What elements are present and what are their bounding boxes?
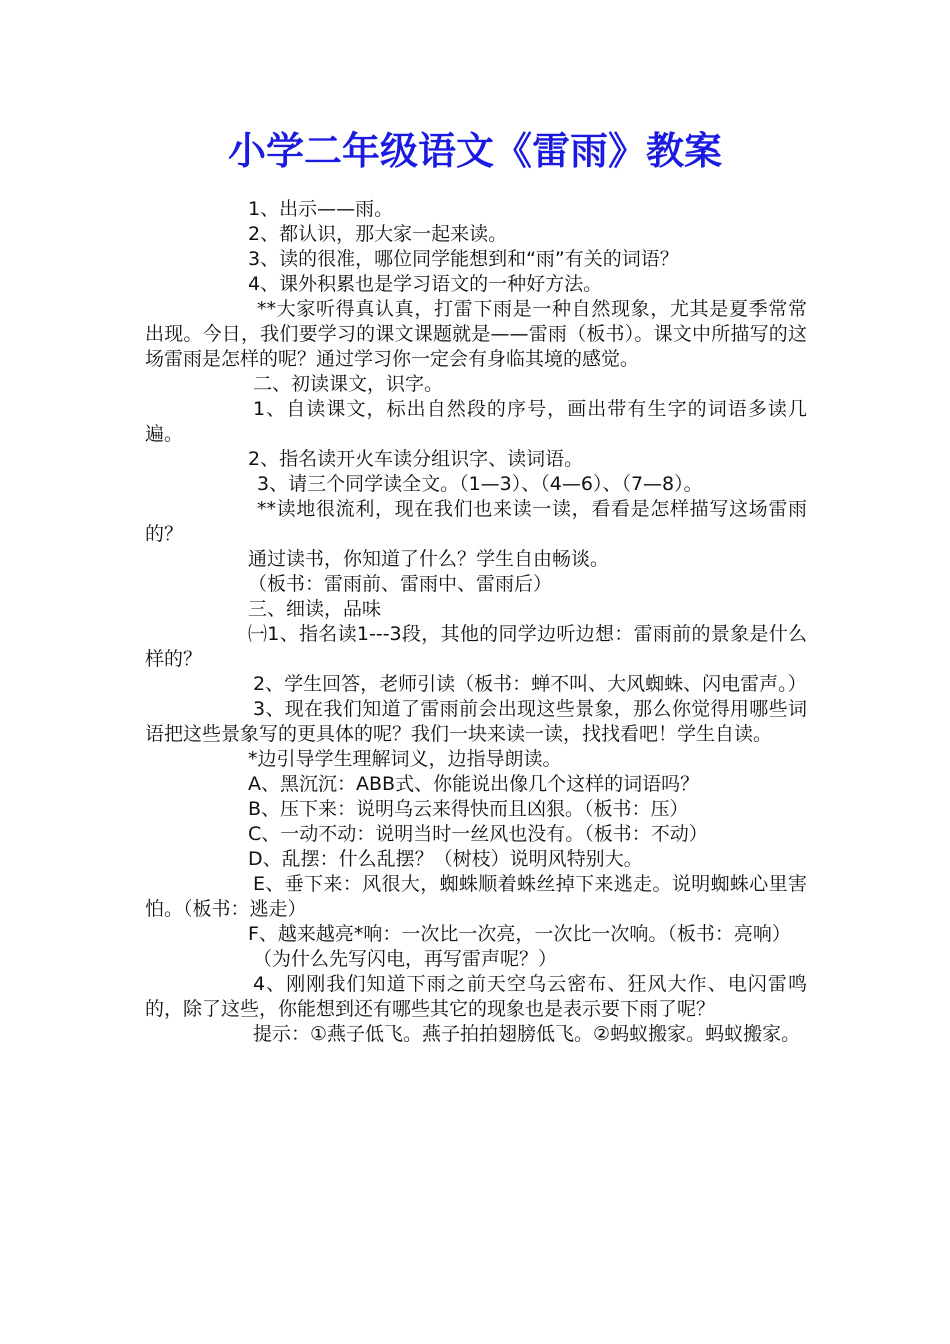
paragraph: 3、读的很准，哪位同学能想到和“雨”有关的词语？ [248, 248, 679, 270]
paragraph: 1、出示——雨。 [248, 198, 394, 220]
document-title: 小学二年级语文《雷雨》教案 [227, 128, 722, 173]
paragraph: **读地很流利，现在我们也来读一读，看看是怎样描写这场雷雨的？ [145, 498, 807, 545]
paragraph: 通过读书，你知道了什么？学生自由畅谈。 [248, 548, 610, 570]
list-item: F、越来越亮*响：一次比一次亮，一次比一次响。（板书：亮响） [248, 923, 791, 945]
section-heading: 三、细读，品味 [248, 598, 382, 620]
list-item: A、黑沉沉：ABB式、你能说出像几个这样的词语吗？ [248, 773, 700, 795]
paragraph: ㈠1、指名读1---3段，其他的同学边听边想：雷雨前的景象是什么样的？ [145, 623, 807, 670]
paragraph: 2、学生回答，老师引读（板书：蝉不叫、大风蜘蛛、闪电雷声。） [253, 673, 807, 695]
paragraph: 提示：①燕子低飞。燕子拍拍翅膀低飞。②蚂蚁搬家。蚂蚁搬家。 [253, 1023, 801, 1045]
paragraph: 4、课外积累也是学习语文的一种好方法。 [248, 273, 603, 295]
list-item: B、压下来：说明乌云来得快而且凶狠。（板书：压） [248, 798, 689, 820]
paragraph: 3、现在我们知道了雷雨前会出现这些景象，那么你觉得用哪些词语把这些景象写的更具体的呢？我们一块来读一读，找找看吧！学生自读。 [145, 698, 807, 745]
list-item: D、乱摆：什么乱摆？（树枝）说明风特别大。 [248, 848, 643, 870]
document-body [145, 197, 807, 1047]
paragraph: 1、自读课文，标出自然段的序号，画出带有生字的词语多读几遍。 [145, 398, 807, 445]
section-heading: 二、初读课文，识字。 [253, 373, 444, 395]
paragraph: 2、指名读开火车读分组识字、读词语。 [248, 448, 584, 470]
paragraph: **大家听得真认真，打雷下雨是一种自然现象，尤其是夏季常常出现。今日，我们要学习的课文课题就是——雷雨（板书）。课文中所描写的这场雷雨是怎样的呢？通过学习你一定会有身临其境的感觉。 [145, 298, 807, 370]
paragraph: （板书：雷雨前、雷雨中、雷雨后） [248, 573, 553, 595]
paragraph: 3、请三个同学读全文。（1—3）、（4—6）、（7—8）。 [257, 473, 703, 495]
paragraph: *边引导学生理解词义，边指导朗读。 [248, 748, 562, 770]
list-item: C、一动不动：说明当时一丝风也没有。（板书：不动） [248, 823, 708, 845]
list-item: E、垂下来：风很大，蜘蛛顺着蛛丝掉下来逃走。说明蜘蛛心里害怕。（板书：逃走） [145, 873, 807, 920]
paragraph: （为什么先写闪电，再写雷声呢？） [253, 948, 558, 970]
paragraph: 4、刚刚我们知道下雨之前天空乌云密布、狂风大作、电闪雷鸣的，除了这些，你能想到还有哪些其它的现象也是表示要下雨了呢？ [145, 973, 807, 1020]
paragraph: 2、都认识，那大家一起来读。 [248, 223, 508, 245]
